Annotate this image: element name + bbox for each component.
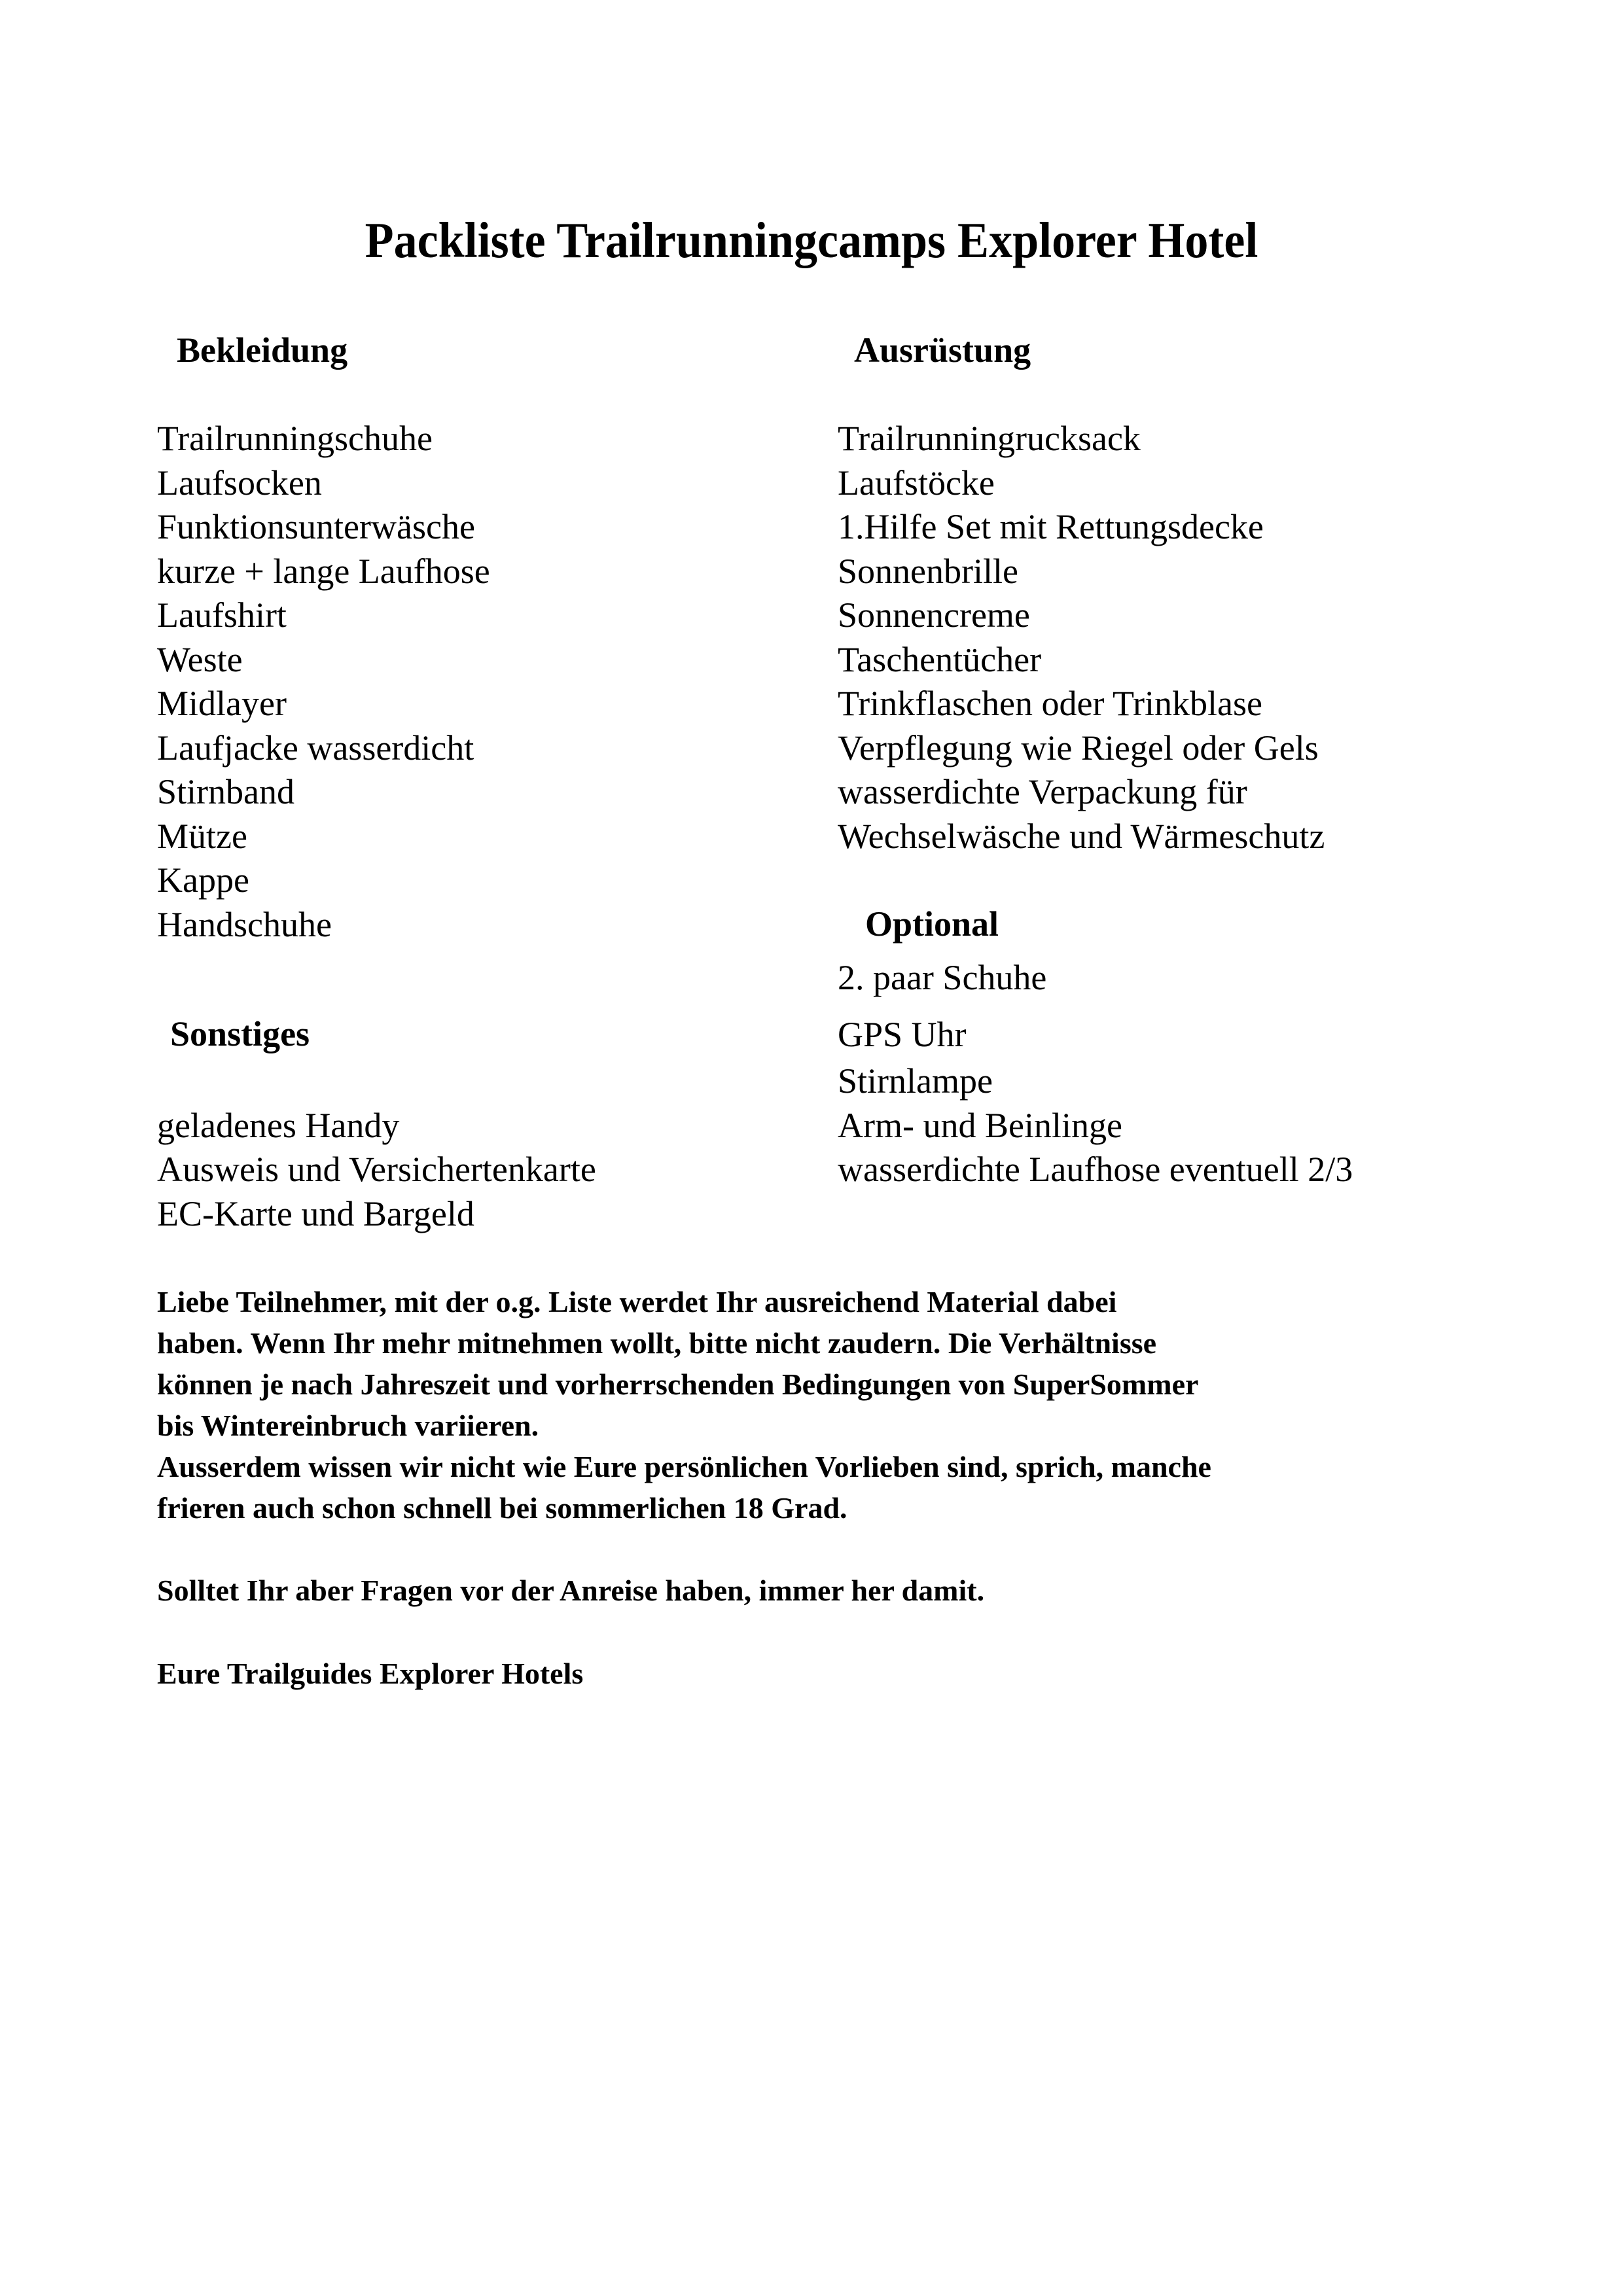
section-heading-optional: Optional — [865, 904, 999, 944]
list-item: Laufsocken — [157, 463, 322, 503]
note-line: Liebe Teilnehmer, mit der o.g. Liste werdet Ihr ausreichend Material dabei — [157, 1285, 1117, 1318]
list-item: Laufjacke wasserdicht — [157, 728, 474, 768]
list-item: wasserdichte Laufhose eventuell 2/3 — [838, 1150, 1353, 1189]
list-item: Sonnenbrille — [838, 552, 1018, 591]
list-item: Funktionsunterwäsche — [157, 507, 475, 546]
list-item: Laufshirt — [157, 595, 287, 635]
list-item: Laufstöcke — [838, 463, 995, 503]
list-item: Sonnencreme — [838, 595, 1030, 635]
list-item: Weste — [157, 640, 243, 679]
list-item: Trailrunningrucksack — [838, 419, 1141, 458]
list-item: Stirnlampe — [838, 1061, 993, 1101]
list-item: Trinkflaschen oder Trinkblase — [838, 684, 1262, 723]
note-line: bis Wintereinbruch variieren. — [157, 1409, 539, 1442]
list-item: Kappe — [157, 860, 249, 900]
list-item: Midlayer — [157, 684, 287, 723]
list-item: GPS Uhr — [838, 1015, 967, 1054]
note-line: haben. Wenn Ihr mehr mitnehmen wollt, bitte nicht zaudern. Die Verhältnisse — [157, 1326, 1157, 1360]
section-heading-sonstiges: Sonstiges — [170, 1014, 310, 1053]
list-item: Wechselwäsche und Wärmeschutz — [838, 817, 1325, 856]
list-item: Arm- und Beinlinge — [838, 1106, 1122, 1145]
document-title: Packliste Trailrunningcamps Explorer Hotel — [365, 211, 1258, 269]
list-item: Trailrunningschuhe — [157, 419, 433, 458]
section-heading-bekleidung: Bekleidung — [177, 330, 348, 370]
list-item: EC-Karte und Bargeld — [157, 1194, 474, 1233]
signature: Eure Trailguides Explorer Hotels — [157, 1657, 584, 1690]
list-item: 2. paar Schuhe — [838, 958, 1047, 997]
list-item: geladenes Handy — [157, 1106, 400, 1145]
list-item: Verpflegung wie Riegel oder Gels — [838, 728, 1319, 768]
note-line: können je nach Jahreszeit und vorherrschenden Bedingungen von SuperSommer — [157, 1368, 1199, 1401]
note-line: frieren auch schon schnell bei sommerlichen 18 Grad. — [157, 1491, 847, 1525]
list-item: wasserdichte Verpackung für — [838, 772, 1247, 811]
list-item: kurze + lange Laufhose — [157, 552, 490, 591]
questions-line: Solltet Ihr aber Fragen vor der Anreise haben, immer her damit. — [157, 1574, 985, 1607]
note-line: Ausserdem wissen wir nicht wie Eure persönlichen Vorlieben sind, sprich, manche — [157, 1450, 1211, 1483]
list-item: Handschuhe — [157, 905, 332, 944]
list-item: Stirnband — [157, 772, 294, 811]
list-item: 1.Hilfe Set mit Rettungsdecke — [838, 507, 1264, 546]
section-heading-ausruestung: Ausrüstung — [854, 330, 1031, 370]
list-item: Taschentücher — [838, 640, 1042, 679]
list-item: Mütze — [157, 817, 247, 856]
list-item: Ausweis und Versichertenkarte — [157, 1150, 596, 1189]
